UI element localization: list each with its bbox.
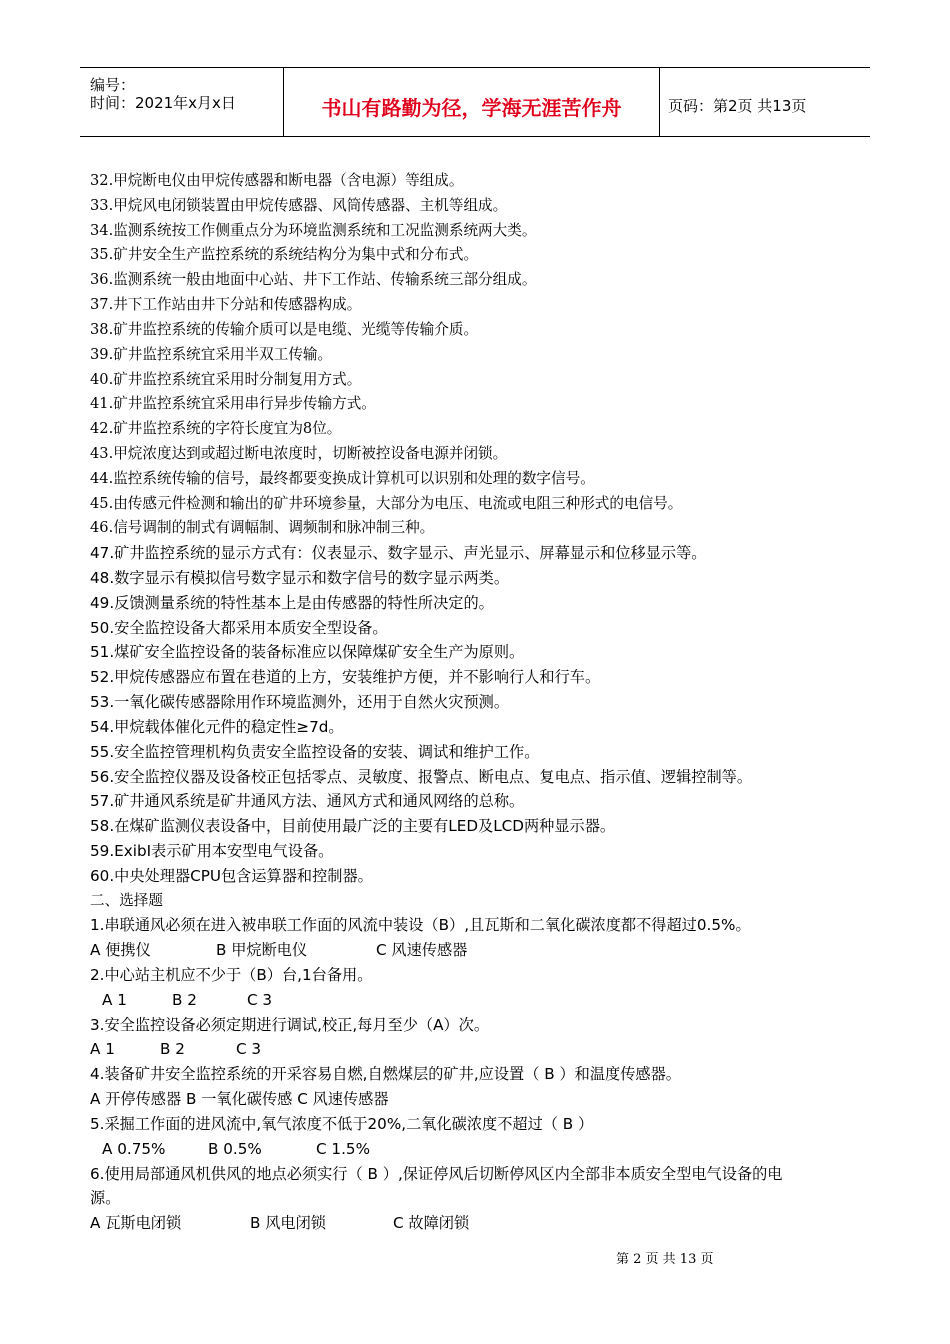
option-a: A 1 — [102, 990, 127, 1009]
question-5: 5.采掘工作面的进风流中,氧气浓度不低于20%,二氧化碳浓度不超过（ B ） — [90, 1114, 594, 1133]
statement-58: 58.在煤矿监测仪表设备中，目前使用最广泛的主要有LED及LCD两种显示器。 — [90, 817, 616, 836]
question-6: 6.使用局部通风机供风的地点必须实行（ B ）,保证停风后切断停风区内全部非本质安全型电气设备的电 — [90, 1164, 783, 1183]
option-c: C 1.5% — [316, 1139, 371, 1158]
option-c: C 故障闭锁 — [393, 1214, 470, 1233]
header-meta-cell — [80, 68, 284, 136]
question-6-options — [90, 1211, 870, 1236]
question-2-options — [90, 988, 870, 1013]
statement-57: 57.矿井通风系统是矿井通风方法、通风方式和通风网络的总称。 — [90, 792, 525, 811]
statement-48: 48.数字显示有模拟信号数字显示和数字信号的数字显示两类。 — [90, 569, 510, 587]
statement-42: 42.矿井监控系统的字符长度宜为8位。 — [90, 420, 342, 438]
statement-51: 51.煤矿安全监控设备的装备标准应以保障煤矿安全生产为原则。 — [90, 643, 525, 662]
statement-52: 52.甲烷传感器应布置在巷道的上方，安装维护方便，并不影响行人和行车。 — [90, 668, 601, 687]
option-a: A 瓦斯电闭锁 — [90, 1214, 182, 1233]
question-1-options — [90, 938, 870, 963]
time-label: 时间：2021年x月x日 — [90, 94, 236, 112]
page-info: 页码：第2页 共13页 — [668, 97, 807, 115]
option-c: C 风速传感器 — [376, 941, 468, 960]
option-b: B 一氧化碳传感 — [185, 1090, 293, 1109]
statement-38: 38.矿井监控系统的传输介质可以是电缆、光缆等传输介质。 — [90, 320, 479, 338]
statement-37: 37.井下工作站由井下分站和传感器构成。 — [90, 296, 362, 314]
question-6-continued: 源。 — [90, 1189, 121, 1208]
option-b: B 0.5% — [208, 1139, 262, 1158]
statement-33: 33.甲烷风电闭锁装置由甲烷传感器、风筒传感器、主机等组成。 — [90, 196, 508, 214]
option-a: A 0.75% — [102, 1139, 166, 1158]
question-2: 2.中心站主机应不少于（B）台,1台备用。 — [90, 966, 373, 984]
option-a: A 1 — [90, 1040, 115, 1059]
statement-46: 46.信号调制的制式有调幅制、调频制和脉冲制三种。 — [90, 519, 435, 537]
statement-49: 49.反馈测量系统的特性基本上是由传感器的特性所决定的。 — [90, 593, 494, 612]
statement-43: 43.甲烷浓度达到或超过断电浓度时，切断被控设备电源并闭锁。 — [90, 444, 508, 462]
document-body — [90, 169, 870, 1236]
motto: 书山有路勤为径，学海无涯苦作舟 — [321, 96, 622, 120]
statement-36: 36.监测系统一般由地面中心站、井下工作站、传输系统三部分组成。 — [90, 271, 537, 289]
statement-56: 56.安全监控仪器及设备校正包括零点、灵敏度、报警点、断电点、复电点、指示值、逻辑控制等。 — [90, 767, 753, 786]
option-c: C 3 — [247, 990, 273, 1009]
option-b: B 2 — [160, 1040, 185, 1059]
option-c: C 风速传感器 — [297, 1090, 389, 1109]
option-b: B 甲烷断电仪 — [216, 941, 308, 960]
statement-54: 54.甲烷载体催化元件的稳定性≥7d。 — [90, 717, 344, 736]
page-footer: 第 2 页 共 13 页 — [616, 1252, 714, 1267]
statement-45: 45.由传感元件检测和输出的矿井环境参量，大部分为电压、电流或电阻三种形式的电信号。 — [90, 494, 683, 512]
statement-34: 34.监测系统按工作侧重点分为环境监测系统和工况监测系统两大类。 — [90, 221, 537, 239]
statement-50: 50.安全监控设备大都采用本质安全型设备。 — [90, 618, 388, 637]
option-c: C 3 — [236, 1040, 262, 1059]
statement-55: 55.安全监控管理机构负责安全监控设备的安装、调试和维护工作。 — [90, 742, 540, 761]
section-heading: 二、选择题 — [90, 891, 163, 909]
option-b: B 风电闭锁 — [250, 1214, 326, 1233]
option-a: A 便携仪 — [90, 941, 151, 960]
option-a: A 开停传感器 — [90, 1090, 182, 1109]
question-1: 1.串联通风必须在进入被串联工作面的风流中装设（B）,且瓦斯和二氧化碳浓度都不得超过0.5%。 — [90, 916, 751, 935]
question-4: 4.装备矿井安全监控系统的开采容易自燃,自燃煤层的矿井,应设置（ B ）和温度传感器。 — [90, 1065, 681, 1084]
statement-59: 59.ExibⅠ表示矿用本安型电气设备。 — [90, 841, 334, 860]
code-label: 编号： — [90, 76, 136, 94]
header-page-cell — [660, 68, 870, 136]
statement-53: 53.一氧化碳传感器除用作环境监测外，还用于自然火灾预测。 — [90, 693, 510, 712]
page-header — [80, 67, 870, 137]
question-3-options — [90, 1037, 870, 1062]
statement-60: 60.中央处理器CPU包含运算器和控制器。 — [90, 866, 373, 885]
statement-39: 39.矿井监控系统宜采用半双工传输。 — [90, 345, 333, 363]
option-b: B 2 — [172, 990, 197, 1009]
statement-44: 44.监控系统传输的信号，最终都要变换成计算机可以识别和处理的数字信号。 — [90, 469, 595, 487]
statement-41: 41.矿井监控系统宜采用串行异步传输方式。 — [90, 395, 376, 413]
question-3: 3.安全监控设备必须定期进行调试,校正,每月至少（A）次。 — [90, 1015, 490, 1034]
statement-40: 40.矿井监控系统宜采用时分制复用方式。 — [90, 370, 362, 388]
statement-35: 35.矿井安全生产监控系统的系统结构分为集中式和分布式。 — [90, 246, 479, 264]
statement-47: 47.矿井监控系统的显示方式有：仪表显示、数字显示、声光显示、屏幕显示和位移显示等。 — [90, 544, 707, 563]
question-5-options — [90, 1137, 870, 1162]
statement-32: 32.甲烷断电仪由甲烷传感器和断电器（含电源）等组成。 — [90, 172, 464, 189]
question-4-options — [90, 1087, 870, 1112]
header-motto-cell — [284, 68, 660, 136]
